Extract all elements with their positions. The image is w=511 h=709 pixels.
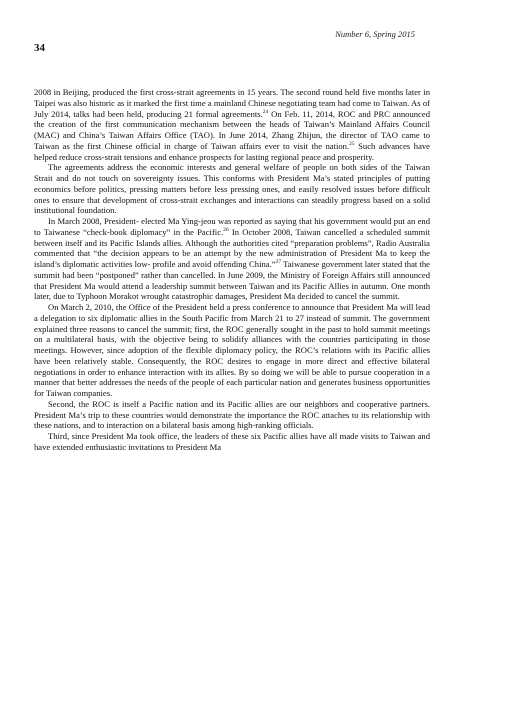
footnote-ref: 27 [275, 259, 282, 266]
paragraph-1 [34, 87, 430, 162]
footnote-ref: 24 [262, 108, 269, 115]
page-number: 34 [34, 42, 45, 54]
paragraph-2: The agreements address the economic interests and general welfare of people on both sides of the Taiwan Strait and do not touch on sovereignty issues. This conforms with President Ma’s stated principles of putting economics before politics, pressing matters before less pressing ones, and easily resolved issues before difficult ones to ensure that development of cross-strait exchanges and interactions can steadily progress based on a solid institutional foundation. [34, 162, 430, 216]
paragraph-text: Taiwanese government later stated that the summit had been “postponed” rather than cancelled. In June 2009, the Ministry of Foreign Affairs still announced that President Ma would attend a leadership summit between Taiwan and its Pacific Allies in autumn. One month later, due to Typhoon Morakot wrought catastrophic damages, President Ma decided to cancel the summit. [34, 259, 430, 302]
paragraph-6: Third, since President Ma took office, the leaders of these six Pacific allies have all made visits to Taiwan and have extended enthusiastic invitations to President Ma [34, 431, 430, 452]
body-text [34, 87, 430, 453]
paragraph-4: On March 2, 2010, the Office of the President held a press conference to announce that President Ma will lead a delegation to six diplomatic allies in the South Pacific from March 21 to 27 instead of summit. The government explained three reasons to cancel the summit; first, the ROC generally sought in the past to hold summit meetings on a multilateral basis, with the objective being to solidify alliances with the countries participating in those meetings. However, since adoption of the flexible diplomacy policy, the ROC’s relations with its Pacific allies have been relatively stable. Consequently, the ROC desires to engage in more direct and effective bilateral negotiations in order to enhance interaction with its allies. By so doing we will be able to pursue cooperation in a manner that better addresses the needs of the people of each particular nation and generates business opportunities for Taiwan companies. [34, 302, 430, 398]
paragraph-3 [34, 216, 430, 302]
paragraph-text: In October 2008, Taiwan cancelled a scheduled summit between itself and its Pacific Islands allies. Although the authorities cited “preparation problems”, Radio Australia commented that “the decision appears to be an attempt by the new administration of President Ma to keep the island’s diplomatic activities low- profile and avoid offending China.” [34, 226, 431, 269]
paragraph-text: 2008 in Beijing, produced the first cross-strait agreements in 15 years. The second round held five months later in Taipei was also historic as it marked the first time a mainland Chinese negotiating team had come to Taiwan. As of July 2014, talks had been held, producing 21 formal agreements. [34, 87, 430, 119]
footnote-ref: 26 [223, 226, 229, 233]
paragraph-text: Such advances have helped reduce cross-strait tensions and enhance prospects for lasting regional peace and prosperity. [34, 140, 430, 162]
paragraph-text: On Feb. 11, 2014, ROC and PRC announced the creation of the first communication mechanism between the heads of Taiwan’s Mainland Affairs Council (MAC) and China’s Taiwan Affairs Office (TAO). In June 2014, Zhang Zhijun, the director of TAO came to Taiwan as the first Chinese official in charge of Taiwan affairs ever to visit the nation. [34, 108, 430, 151]
footnote-ref: 25 [349, 140, 355, 147]
running-header: Number 6, Spring 2015 [335, 29, 415, 39]
paragraph-5: Second, the ROC is itself a Pacific nation and its Pacific allies are our neighbors and cooperative partners. President Ma’s trip to these countries would demonstrate the importance the ROC attaches to its relationship with these nations, and to interaction on a bilateral basis among high-ranking officials. [34, 398, 430, 431]
paragraph-text: In March 2008, President- elected Ma Ying-jeou was reported as saying that his government would put an end to Taiwanese “check-book diplomacy” in the Pacific. [34, 216, 430, 237]
